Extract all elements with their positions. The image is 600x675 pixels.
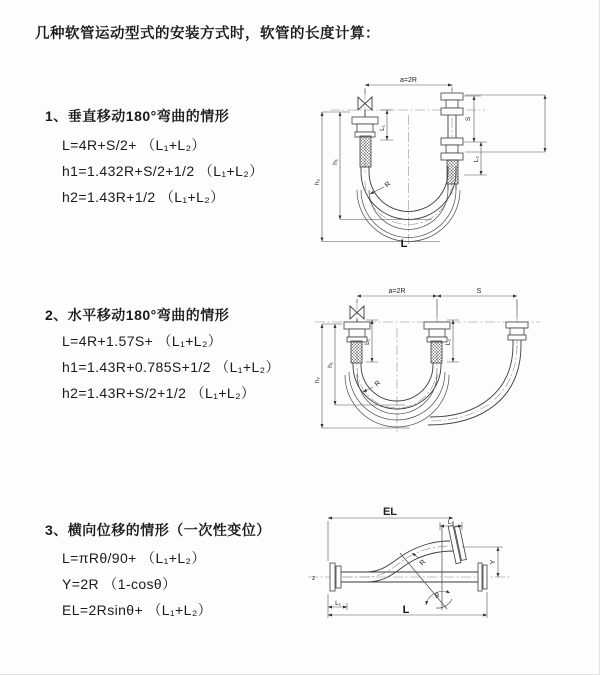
formula-line: h2=1.43R+S/2+1/2 （L₁+L₂）	[62, 385, 256, 401]
break-mark: z	[312, 575, 316, 582]
formula-line: Y=2R （1-cosθ）	[62, 576, 177, 592]
centerlines	[315, 300, 540, 432]
left-flange	[330, 563, 341, 591]
dim-label-y: Y	[490, 559, 497, 565]
section-1-heading: 1、垂直移动180°弯曲的情形	[45, 108, 230, 124]
radius-callout	[370, 181, 392, 194]
diagram-horizontal-180-bend	[300, 280, 600, 470]
dim-label-s: S	[465, 116, 472, 122]
section-2-heading: 2、水平移动180°弯曲的情形	[45, 307, 230, 323]
dim-label-l1: L₁	[335, 600, 341, 607]
theta-label: θ	[435, 593, 439, 600]
formula-line: L=4R+1.57S+ （L₁+L₂）	[62, 333, 223, 349]
dimension-l1	[379, 110, 393, 140]
section-3-heading: 3、横向位移的情形（一次性变位）	[45, 522, 271, 538]
dim-label-l1: L₁	[364, 339, 371, 345]
dim-label-s: S	[476, 288, 482, 295]
page-title: 几种软管运动型式的安装方式时，软管的长度计算：	[35, 26, 380, 42]
dim-label-h1: h₁	[332, 159, 339, 165]
dim-label-l2: L₂	[473, 155, 480, 163]
right-fitting	[441, 93, 463, 190]
dimension-l	[328, 592, 487, 618]
dim-label-el: EL	[382, 506, 398, 518]
braid-section	[447, 160, 458, 184]
formula-line: h1=1.43R+0.785S+1/2 （L₁+L₂）	[62, 359, 280, 375]
radius-callout	[363, 380, 382, 392]
dim-label-l2: L₂	[447, 519, 455, 526]
braid-section	[351, 341, 362, 363]
dimension-s	[437, 288, 517, 318]
braid-section	[360, 136, 371, 167]
radius-label: R	[418, 558, 428, 568]
dim-label-a2r: a=2R	[388, 288, 406, 295]
formula-line: h2=1.43R+1/2 （L₁+L₂）	[62, 189, 225, 205]
dimension-l1	[328, 600, 347, 610]
braid-section	[431, 341, 442, 363]
formula-line: EL=2Rsinθ+ （L₁+L₂）	[62, 602, 213, 618]
length-label: L	[400, 238, 408, 250]
radius-label: R	[373, 379, 383, 389]
dim-label-l1: L₁	[379, 125, 386, 131]
dim-label-a2r: a=2R	[400, 77, 417, 84]
dim-label-l: L	[402, 604, 410, 616]
hose-s-curve	[343, 541, 454, 582]
tilted-flange	[448, 524, 467, 563]
formula-line: L=πRθ/90+ （L₁+L₂）	[62, 550, 206, 566]
formula-line: h1=1.432R+S/2+1/2 （L₁+L₂）	[62, 163, 264, 179]
right-flange	[483, 565, 487, 589]
radius-label: R	[383, 180, 393, 190]
dimension-a2r	[357, 288, 437, 318]
dimension-s	[464, 96, 487, 142]
dim-label-h2: h₂	[314, 376, 321, 384]
right-flange	[478, 563, 482, 591]
dim-label-h1: h₁	[327, 362, 334, 368]
dimension-right-bracket	[465, 95, 545, 152]
dimension-l2	[464, 142, 487, 175]
dim-label-l2: L₂	[445, 338, 452, 346]
dim-label-h2: h₂	[314, 178, 321, 186]
left-fitting	[344, 306, 370, 363]
formula-line: L=4R+S/2+ （L₁+L₂）	[62, 137, 206, 153]
dimension-a2r	[365, 77, 452, 94]
diagram-lateral-displacement	[300, 495, 600, 670]
dimension-h2	[314, 112, 440, 242]
diagram-vertical-180-bend	[300, 70, 600, 270]
construction-lines	[400, 525, 452, 610]
dimension-y	[462, 547, 503, 577]
